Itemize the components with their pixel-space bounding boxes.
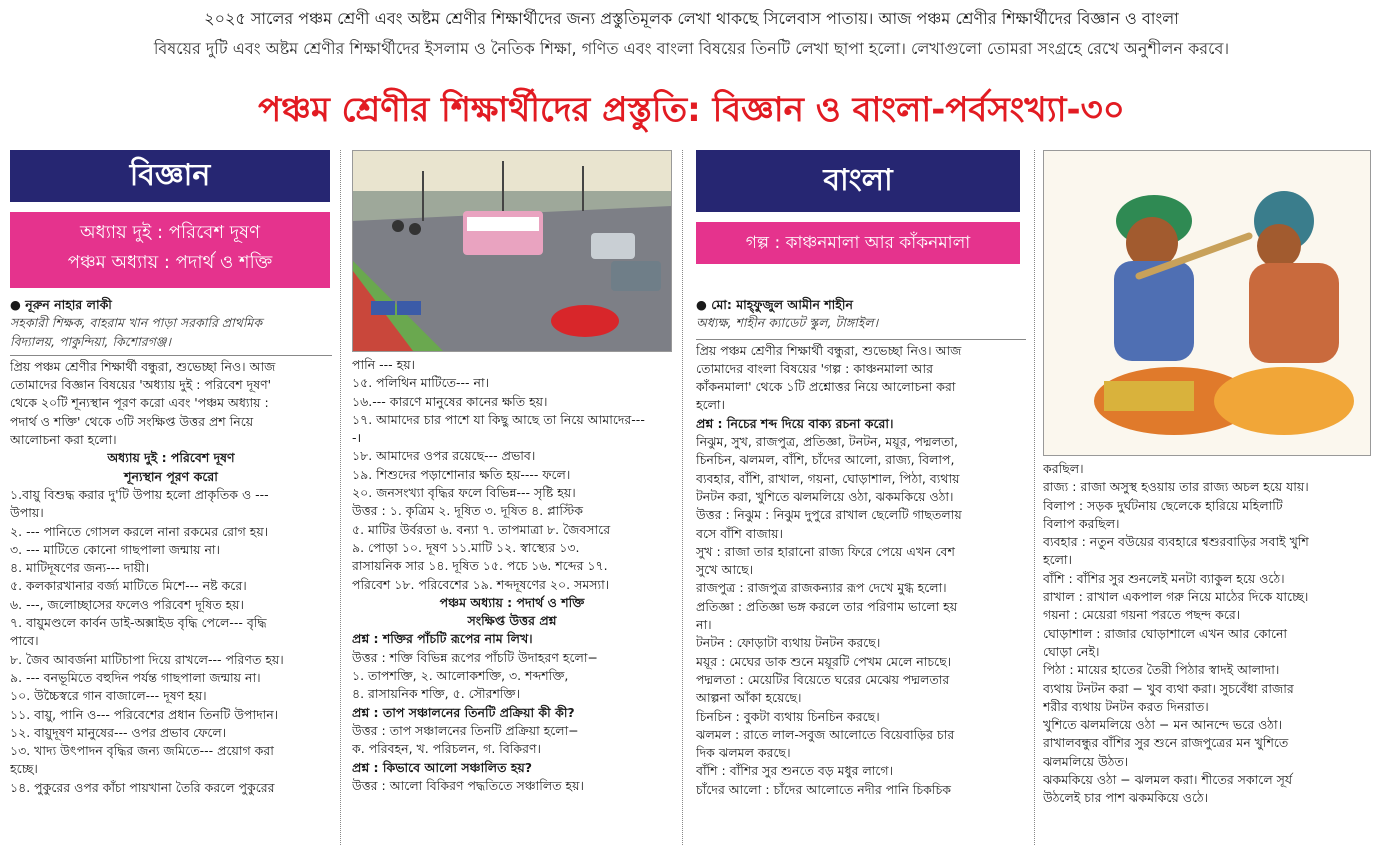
science-blank-line: পাবে। [10,633,39,649]
bangla-cont-line: ঝকমকিয়ে ওঠা − ঝলমল করা। শীতের সকালে সূর্য [1043,772,1293,788]
science-intro-line: পদার্থ ও শক্তি' থেকে ৩টি সংক্ষিপ্ত উত্তর প্রশ নিয়ে [10,413,254,429]
bangla-answer-line: টনটন : ফোড়াটা ব্যথায় টনটন করছে। [696,635,881,651]
short-answer-title: সংক্ষিপ্ত উত্তর প্রশ্ন [467,613,557,629]
bangla-answer-line: রাজপুত্র : রাজপুত্র রাজকন্যার রূপ দেখে মুগ্ধ হলো। [696,580,947,596]
bangla-cont-line: বাঁশি : বাঁশির সুর শুনলেই মনটা ব্যাকুল হয়ে ওঠে। [1043,570,1285,586]
science-blank-line: ১২. বায়ুদূষণ মানুষের--- ওপর প্রভাব ফেলে। [10,724,227,740]
science-blank-line: ৮. জৈব আবর্জনা মাটিচাপা দিয়ে রাখলে--- পরিণত হয়। [10,651,284,667]
science-blank-line: ১.বায়ু বিশুদ্ধ করার দু'টি উপায় হলো প্রাকৃতিক ও --- [10,486,269,502]
bangla-cont-line: রাজ্য : রাজা অসুস্থ হওয়ায় তার রাজ্য অচল হয়ে যায়। [1043,479,1309,495]
bangla-answer-line: বাঁশি : বাঁশির সুর শুনতে বড় মধুর লাগে। [696,763,894,779]
column-divider [682,150,683,845]
intro-line-2: বিষয়ের দুটি এবং অষ্টম শ্রেণীর শিক্ষার্থীদের ইসলাম ও নৈতিক শিক্ষা, গণিত এবং বাংলা বিষয়ের তিনটি লেখা ছাপা হলো। লেখাগুলো তোমরা সংগ্রহে রেখে অনুশীলন করবে। [153,39,1230,58]
science-blank-line: ১০. উচ্চৈস্বরে গান বাজালে--- দূষণ হয়। [10,688,207,704]
bangla-cont-line: ব্যবহার : নতুন বউয়ের ব্যবহারে শ্বশুরবাড়ির সবাই খুশি [1043,534,1309,550]
qa-line: উত্তর : তাপ সঞ্চালনের তিনটি প্রক্রিয়া হলো− [352,722,579,738]
science-cont-column [352,150,672,845]
science-blank-line: ১৭. আমাদের চার পাশে যা কিছু আছে তা নিয়ে আমাদের--- [352,411,645,427]
qa-line: প্রশ্ন : তাপ সঞ্চালনের তিনটি প্রক্রিয়া কী কী? [352,704,575,720]
science-answer-line: রাসায়নিক সার ১৪. দূষিত ১৫. পচে ১৬. শব্দের ১৭. [352,558,608,574]
science-chapter-1: অধ্যায় দুই : পরিবেশ দূষণ [80,222,260,243]
science-blank-line: ১১. বায়ু, পানি ও--- পরিবেশের প্রধান তিনটি উপাদান। [10,706,279,722]
science-intro-line: তোমাদের বিজ্ঞান বিষয়ের 'অধ্যায় দুই : পরিবেশ দূষণ' [10,377,272,393]
science-blank-line: পানি --- হয়। [352,357,416,372]
bangla-cont-line: উঠলেই চার পাশ ঝকমকিয়ে ওঠে। [1043,790,1209,806]
traffic-illustration [352,150,672,352]
bangla-cont-line: ব্যথায় টনটন করা − খুব ব্যথা করা। সুচবেঁধা রাজার [1043,680,1294,696]
science-section-title: অধ্যায় দুই : পরিবেশ দূষণ [107,450,235,466]
bangla-cont-line: গয়না : মেয়েরা গয়না পরতে পছন্দ করে। [1043,607,1241,623]
bangla-question-line: টনটন করা, খুশিতে ঝলমলিয়ে ওঠা, ঝকমকিয়ে ওঠা। [696,488,954,504]
science-answer-line: ৯. পোড়া ১০. দূষণ ১১.মাটি ১২. স্বাস্থ্যের ১৩. [352,539,580,555]
bangla-cont-line: বিলাপ করছিল। [1043,515,1120,531]
flute-boys-illustration [1043,150,1371,456]
bangla-cont-line: ঘোড়া নেই। [1043,643,1100,659]
science-author-role: সহকারী শিক্ষক, বাহরাম খান পাড়া সরকারি প্রাথমিক [10,315,263,331]
science-section-subtitle: শূন্যস্থান পূরণ করো [124,468,218,484]
bangla-cont-line: পিঠা : মায়ের হাতের তৈরী পিঠার স্বাদই আলাদা। [1043,662,1280,678]
bangla-answer-line: ময়ূর : মেঘের ডাক শুনে ময়ূরটি পেখম মেলে নাচছে। [696,653,952,669]
column-divider [340,150,341,845]
bangla-answer-line: চিনচিন : বুকটা ব্যথায় চিনচিন করছে। [696,708,880,724]
bangla-answer-line: দিক ঝলমল করছে। [696,745,791,761]
science-blank-line: ১৬.--- কারণে মানুষের কানের ক্ষতি হয়। [352,393,548,409]
qa-line: ক. পরিবহন, খ. পরিচলন, গ. বিকিরণ। [352,741,542,757]
bangla-answer-line: চাঁদের আলো : চাঁদের আলোতে নদীর পানি চিকচিক [696,781,951,797]
intro-line-1: ২০২৫ সালের পঞ্চম শ্রেণী এবং অষ্টম শ্রেণীর শিক্ষার্থীদের জন্য প্রস্তুতিমূলক লেখা থাকছে সিলেবাস পাতায়। আজ পঞ্চম শ্রেণীর শিক্ষার্থীদের বিজ্ঞান ও বাংলা [204,9,1179,28]
science-blank-line: ২০. জনসংখ্যা বৃদ্ধির ফলে বিভিন্ন--- সৃষ্টি হয়। [352,485,576,501]
bangla-cont-line: হলো। [1043,552,1072,568]
qa-line: প্রশ্ন : কিভাবে আলো সঞ্চালিত হয়? [352,759,532,775]
bangla-answer-line: না। [696,617,712,633]
bangla-banner: বাংলা [696,150,1020,212]
science-blank-line: ৫. কলকারখানার বর্জ্য মাটিতে মিশে--- নষ্ট করে। [10,578,247,594]
science-blank-line: ১৩. খাদ্য উৎপাদন বৃদ্ধির জন্য জমিতে--- প্রয়োগ করা [10,743,274,759]
science-blank-line: ৯. --- বনভূমিতে বহুদিন পর্যন্ত গাছপালা জন্মায় না। [10,669,261,685]
science-blank-line: ১৫. পলিথিন মাটিতে--- না। [352,375,490,391]
page-headline: পঞ্চম শ্রেণীর শিক্ষার্থীদের প্রস্তুতি: বিজ্ঞান ও বাংলা-পর্বসংখ্যা-৩০ [258,90,1125,130]
science-blank-line: ১৮. আমাদের ওপর রয়েছে--- প্রভাব। [352,448,536,464]
bangla-cont-line: শরীর ব্যথায় টনটন করত দিনরাত। [1043,698,1209,714]
bangla-question-line: ব্যবহার, বাঁশি, রাখাল, গয়না, ঘোড়াশাল, পিঠা, ব্যথায় [696,470,960,486]
science-column [10,150,332,845]
bangla-intro-line: হলো। [696,397,725,413]
science-chapter-box [10,212,330,288]
science-answer-line: ৫. মাটির উর্বরতা ৬. বন্যা ৭. তাপমাত্রা ৮. জৈবসারে [352,521,611,537]
bangla-intro-line: কাঁকনমালা' থেকে ১টি প্রশ্নোত্তর নিয়ে আলোচনা করা [696,379,956,395]
science-blank-line: উপায়। [10,505,44,521]
qa-line: ৪. রাসায়নিক শক্তি, ৫. সৌরশক্তি। [352,686,521,702]
qa-line: প্রশ্ন : শক্তির পাঁচটি রূপের নাম লিখ। [352,631,533,647]
bangla-answer-line: সুখ : রাজা তার হারানো রাজ্য ফিরে পেয়ে এখন বেশ [696,543,955,559]
science-author-role: বিদ্যালয়, পাকুন্দিয়া, কিশোরগঞ্জ। [10,333,171,349]
bangla-cont-line: রাখালবন্ধুর বাঁশির সুর শুনে রাজপুত্রের মন খুশিতে [1043,735,1289,751]
science-blank-line: ২. --- পানিতে গোসল করলে নানা রকমের রোগ হয়। [10,523,269,539]
bangla-cont-line: খুশিতে ঝলমলিয়ে ওঠা − মন আনন্দে ভরে ওঠা। [1043,717,1283,733]
science-intro-line: আলোচনা করা হলো। [10,432,117,448]
bangla-story-box: গল্প : কাঞ্চনমালা আর কাঁকনমালা [696,222,1020,264]
bangla-question-line: নিঝুম, সুখ, রাজপুত্র, প্রতিজ্ঞা, টনটন, ময়ূর, পদ্মলতা, [696,434,959,450]
science-intro-line: থেকে ২০টি শূন্যস্থান পূরণ করো এবং 'পঞ্চম অধ্যায় : [10,395,269,411]
bangla-answer-line: বসে বাঁশি বাজায়। [696,525,783,541]
bangla-cont-line: ঘোড়াশাল : রাজার ঘোড়াশালে এখন আর কোনো [1043,625,1288,641]
science-blank-line: ১৪. পুকুরের ওপর কাঁচা পায়খানা তৈরি করলে পুকুরের [10,779,275,795]
bangla-cont-column [1043,150,1373,845]
science-blank-line: ৩. --- মাটিতে কোনো গাছপালা জন্মায় না। [10,541,221,557]
science-chapter-2: পঞ্চম অধ্যায় : পদার্থ ও শক্তি [67,252,273,273]
science-author-name: ● নূরুন নাহার লাকী [10,297,112,312]
bangla-cont-line: ঝলমলিয়ে উঠত। [1043,753,1129,769]
bangla-answer-line: সুখে আছে। [696,562,754,578]
bangla-cont-line: রাখাল : রাখাল একপাল গরু নিয়ে মাঠের দিকে যাচ্ছে। [1043,589,1309,605]
qa-line: ১. তাপশক্তি, ২. আলোকশক্তি, ৩. শব্দশক্তি, [352,668,569,684]
bangla-intro-line: তোমাদের বাংলা বিষয়ের 'গল্প : কাঞ্চনমালা আর [696,360,934,376]
science-blank-line: -। [352,430,362,446]
science-blank-line: ৪. মাটিদূষণের জন্য--- দায়ী। [10,560,150,576]
bangla-question-line: প্রশ্ন : নিচের শব্দ দিয়ে বাক্য রচনা করো। [696,415,894,431]
science-answer-line: উত্তর : ১. কৃত্রিম ২. দূষিত ৩. দূষিত ৪. প্লাস্টিক [352,503,583,519]
bangla-author-role: অধ্যক্ষ, শাহীন ক্যাডেট স্কুল, টাঙ্গাইল। [696,315,879,331]
bangla-author-name: ● মো: মাহ্ফুজুল আমীন শাহীন [696,297,853,312]
qa-line: উত্তর : শক্তি বিভিন্ন রূপের পাঁচটি উদাহরণ হলো− [352,649,598,665]
science-blank-line: ৬. ---, জলোচ্ছাসের ফলেও পরিবেশ দূষিত হয়। [10,596,245,612]
bangla-question-line: চিনচিন, ঝলমল, বাঁশি, চাঁদের আলো, রাজ্য, বিলাপ, [696,452,955,468]
science-intro-line: প্রিয় পঞ্চম শ্রেণীর শিক্ষার্থী বন্ধুরা, শুভেচ্ছা নিও। আজ [10,358,276,374]
bangla-answer-line: পদ্মলতা : মেয়েটির বিয়েতে ঘরের মেঝেয় পদ্মলতার [696,671,950,687]
science-blank-line: ১৯. শিশুদের পড়াশোনার ক্ষতি হয়---- ফলে। [352,466,571,482]
bangla-answer-line: আল্পনা আঁকা হয়েছে। [696,690,802,706]
bangla-column [696,150,1026,845]
qa-line: উত্তর : আলো বিকিরণ পদ্ধতিতে সঞ্চালিত হয়। [352,777,584,793]
bangla-cont-line: করছিল। [1043,461,1084,476]
science-answer-line: পরিবেশ ১৮. পরিবেশের ১৯. শব্দদূষণের ২০. সমস্যা। [352,576,610,592]
bangla-answer-line: প্রতিজ্ঞা : প্রতিজ্ঞা ভঙ্গ করলে তার পরিণাম ভালো হয় [696,598,958,614]
bangla-answer-line: ঝলমল : রাতে লাল-সবুজ আলোতে বিয়েবাড়ির চার [696,726,955,742]
column-divider [1034,150,1035,845]
bangla-intro-line: প্রিয় পঞ্চম শ্রেণীর শিক্ষার্থী বন্ধুরা, শুভেচ্ছা নিও। আজ [696,342,962,358]
science-blank-line: হচ্ছে। [10,761,38,777]
science-banner: বিজ্ঞান [10,150,330,202]
chapter5-title: পঞ্চম অধ্যায় : পদার্থ ও শক্তি [439,594,585,610]
bangla-answer-line: উত্তর : নিঝুম : নিঝুম দুপুরে রাখাল ছেলেটি গাছতলায় [696,507,962,523]
science-blank-line: ৭. বায়ুমণ্ডলে কার্বন ডাই-অক্সাইড বৃদ্ধি পেলে--- বৃদ্ধি [10,615,267,631]
bangla-cont-line: বিলাপ : সড়ক দুর্ঘটনায় ছেলেকে হারিয়ে মহিলাটি [1043,497,1283,513]
